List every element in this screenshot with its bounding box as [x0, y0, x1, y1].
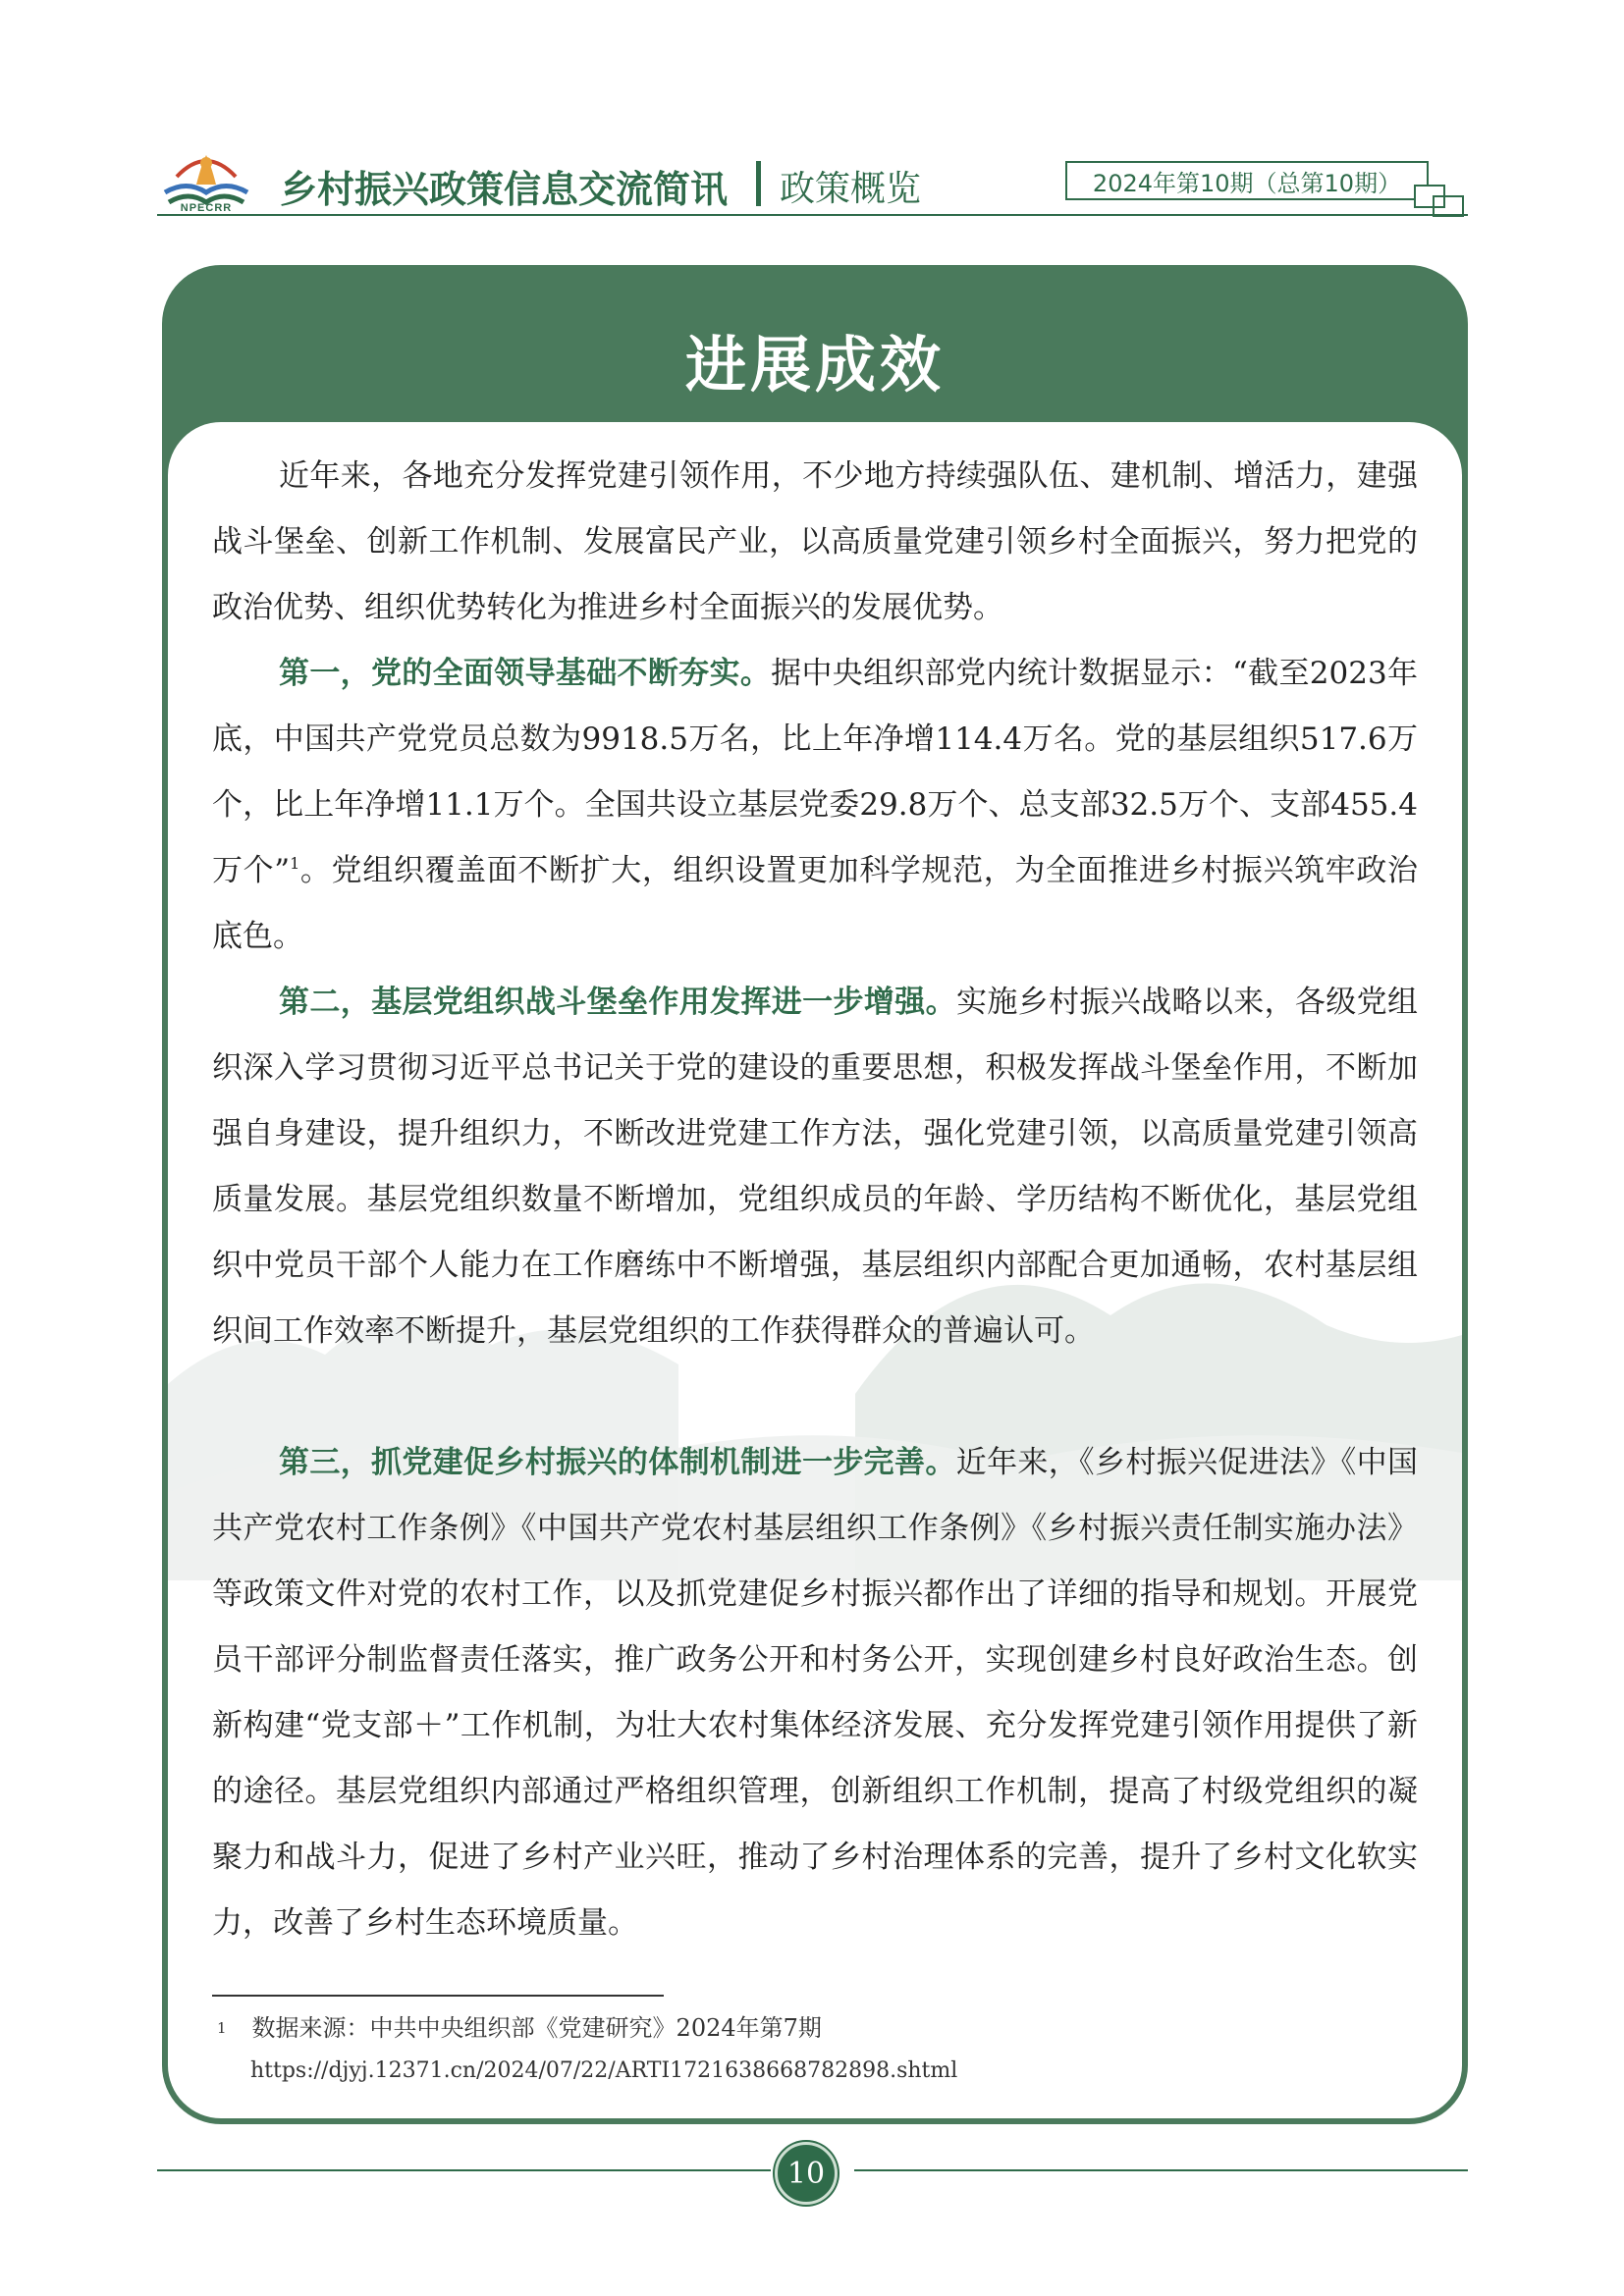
- publication-title: 乡村振兴政策信息交流简讯: [280, 168, 729, 211]
- corner-decoration: [1414, 185, 1465, 218]
- footnote-number: 1: [217, 2019, 227, 2037]
- point-one-tail: 。党组织覆盖面不断扩大，组织设置更加科学规范，为全面推进乡村振兴筑牢政治底色。: [212, 853, 1418, 954]
- footnote-source: [217, 2006, 822, 2050]
- section-name: 政策概览: [780, 169, 922, 209]
- point-two-heading: 第二，基层党组织战斗堡垒作用发挥进一步增强。: [279, 985, 956, 1020]
- point-three-heading: 第三，抓党建促乡村振兴的体制机制进一步完善。: [279, 1445, 956, 1480]
- issue-badge: 2024年第10期（总第10期）: [1065, 161, 1429, 200]
- footer-rule-left: [157, 2169, 771, 2171]
- logo-text: NPECRR: [180, 202, 233, 214]
- point-one-heading: 第一，党的全面领导基础不断夯实。: [279, 656, 772, 691]
- footnote-source-text: 数据来源：中共中央组织部《党建研究》2024年第7期: [251, 2014, 822, 2042]
- footer-rule-right: [854, 2169, 1468, 2171]
- header-rule: [157, 214, 1468, 216]
- header-separator: [756, 161, 761, 206]
- intro-paragraph: 近年来，各地充分发挥党建引领作用，不少地方持续强队伍、建机制、增活力，建强战斗堡垒、创新工作机制、发展富民产业，以高质量党建引领乡村全面振兴，努力把党的政治优势、组织优势转化为推进乡村全面振兴的发展优势。: [212, 458, 1418, 625]
- footnote-url[interactable]: https://djyj.12371.cn/2024/07/22/ARTI1721638668782898.shtml: [250, 2058, 958, 2083]
- page-number: 10: [775, 2142, 838, 2205]
- footnote-marker: 1: [290, 854, 300, 873]
- footnote-area: [168, 422, 1462, 2118]
- point-one-body: 据中央组织部党内统计数据显示：“截至2023年底，中国共产党党员总数为9918.5万名，比上年净增114.4万名。党的基层组织517.6万个，比上年净增11.1万个。全国共设立基层党委29.8万个、总支部32.5万个、支部455.4万个”: [212, 656, 1419, 888]
- card-title: 进展成效: [684, 329, 945, 400]
- point-three-body: 近年来，《乡村振兴促进法》《中国共产党农村工作条例》《中国共产党农村基层组织工作条例》《乡村振兴责任制实施办法》等政策文件对党的农村工作，以及抓党建促乡村振兴都作出了详细的指导和规划。开展党员干部评分制监督责任落实，推广政务公开和村务公开，实现创建乡村良好政治生态。创新构建“党支部＋”工作机制，为壮大农村集体经济发展、充分发挥党建引领作用提供了新的途径。基层党组织内部通过严格组织管理，创新组织工作机制，提高了村级党组织的凝聚力和战斗力，促进了乡村产业兴旺，推动了乡村治理体系的完善，提升了乡村文化软实力，改善了乡村生态环境质量。: [212, 1445, 1419, 1941]
- point-two-body: 实施乡村振兴战略以来，各级党组织深入学习贯彻习近平总书记关于党的建设的重要思想，积极发挥战斗堡垒作用，不断加强自身建设，提升组织力，不断改进党建工作方法，强化党建引领，以高质量党建引领高质量发展。基层党组织数量不断增加，党组织成员的年龄、学历结构不断优化，基层党组织中党员干部个人能力在工作磨练中不断增强，基层组织内部配合更加通畅，农村基层组织间工作效率不断提升，基层党组织的工作获得群众的普遍认可。: [212, 985, 1419, 1349]
- footnote-rule: [212, 1995, 664, 1997]
